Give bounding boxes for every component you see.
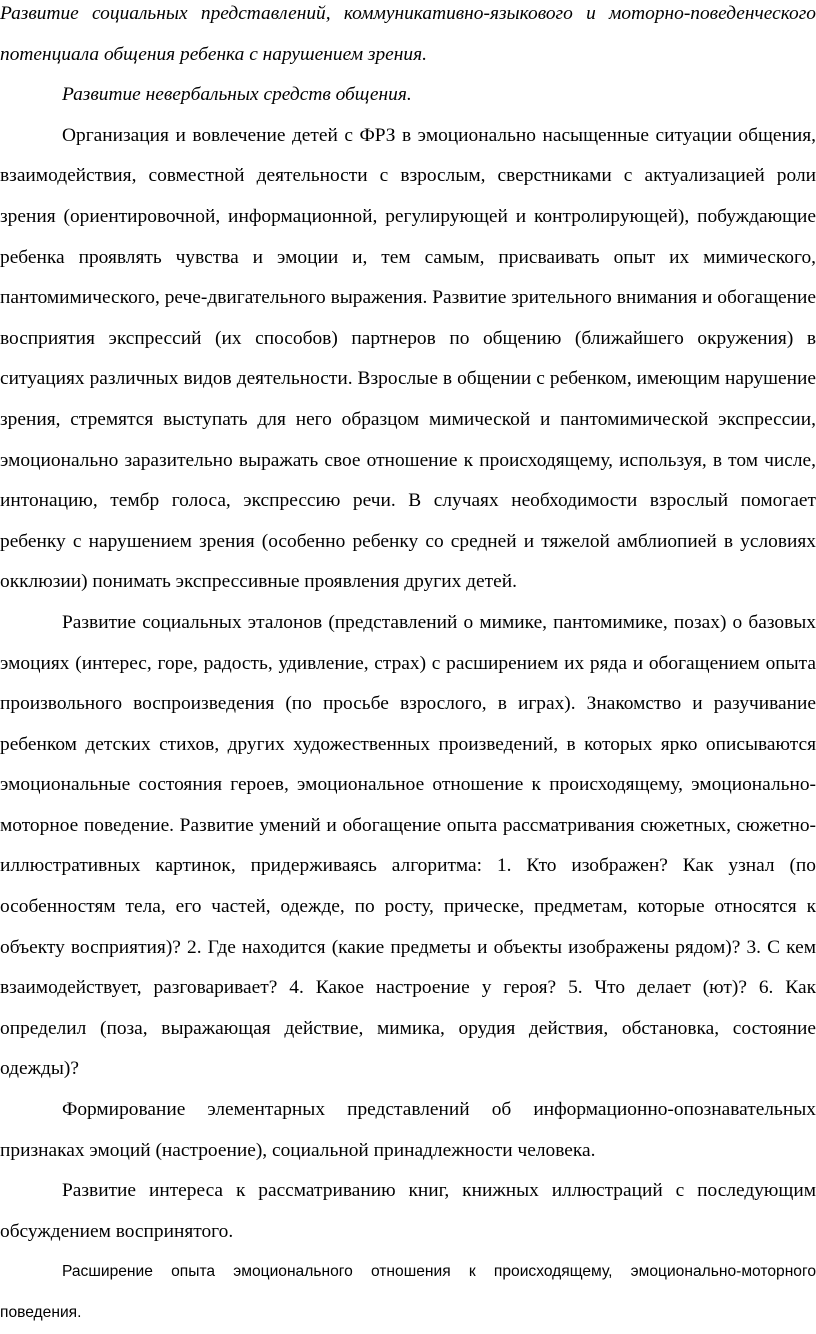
body-paragraph-3: Формирование элементарных представлений об информационно-опознавательных признаках эмоций (настроение), социальной принадлежности человека. — [0, 1099, 816, 1161]
body-paragraph-1: Организация и вовлечение детей с ФРЗ в эмоционально насыщенные ситуации общения, взаимодействия, совместной деятельности с взрослым, сверстниками с актуализацией роли зрения (ориентировочной, информационной, регулирующей и контролирующей), побуждающие ребенка проявлять чувства и эмоции и, тем самым, присваивать опыт их мимического, пантомимического, рече-двигательного выражения. Развитие зрительного внимания и обогащение восприятия экспрессий (их способов) партнеров по общению (ближайшего окружения) в ситуациях различных видов деятельности. Взрослые в общении с ребенком, имеющим нарушение зрения, стремятся выступать для него образцом мимической и пантомимической экспрессии, эмоционально заразительно выражать свое отношение к происходящему, используя, в том числе, интонацию, тембр голоса, экспрессию речи. В случаях необходимости взрослый помогает ребенку с нарушением зрения (особенно ребенку со средней и тяжелой амблиопией в условиях окклюзии) понимать экспрессивные проявления других детей. — [0, 124, 816, 593]
document-subtitle: Развитие невербальных средств общения. — [62, 84, 412, 106]
body-paragraph-2: Развитие социальных эталонов (представлений о мимике, пантомимике, позах) о базовых эмоциях (интерес, горе, радость, удивление, страх) с расширением их ряда и обогащением опыта произвольного воспроизведения (по просьбе взрослого, в играх). Знакомство и разучивание ребенком детских стихов, других художественных произведений, в которых ярко описываются эмоциональные состояния героев, эмоциональное отношение к происходящему, эмоционально-моторное поведение. Развитие умений и обогащение опыта рассматривания сюжетных, сюжетно-иллюстративных картинок, придерживаясь алгоритма: 1. Кто изображен? Как узнал (по особенностям тела, его частей, одежде, по росту, прическе, предметам, которые относятся к объекту восприятия)? 2. Где находится (какие предметы и объекты изображены рядом)? 3. С кем взаимодействует, разговаривает? 4. Какое настроение у героя? 5. Что делает (ют)? 6. Как определил (поза, выражающая действие, мимика, орудия действия, обстановка, состояние одежды)? — [0, 611, 816, 1080]
document-title: Развитие социальных представлений, коммуникативно-языкового и моторно-поведенческого потенциала общения ребенка с нарушением зрения. — [0, 3, 816, 65]
body-paragraph-5: Расширение опыта эмоционального отношения к происходящему, эмоционально-моторного поведения. — [0, 1263, 816, 1321]
body-paragraph-4: Развитие интереса к рассматриванию книг, книжных иллюстраций с последующим обсуждением воспринятого. — [0, 1180, 816, 1242]
